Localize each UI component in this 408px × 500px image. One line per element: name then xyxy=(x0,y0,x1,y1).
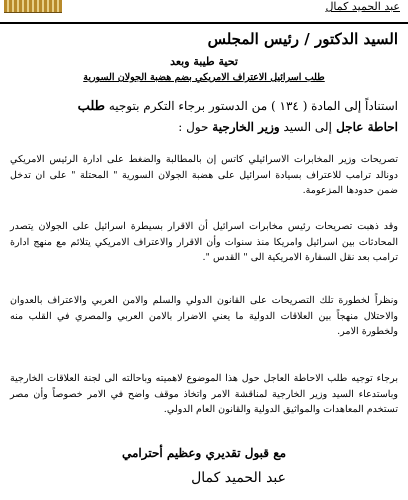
closing-line: مع قبول تقديري وعظيم أحترامي xyxy=(121,446,287,460)
greeting: تحية طيبة وبعد xyxy=(170,55,238,68)
request-about: حول : xyxy=(178,120,213,134)
request-to: إلى السيد xyxy=(279,120,332,134)
request-type: احاطة عاجل xyxy=(331,120,398,134)
parliament-logo-icon xyxy=(4,0,62,13)
request-minister: وزير الخارجية xyxy=(212,120,280,134)
request-paragraph xyxy=(10,96,398,137)
body-paragraph-1: تصريحات وزير المخابرات الاسرائيلي كاتس إن بالمطالبة والضغط على ادارة الرئيس الامريكي دونالد ترامب للاعتراف بسيادة اسرائيل على هضبة الجولان السورية " المحتلة " على ان تدخل ضمن حدودها المزعومة. xyxy=(10,154,398,196)
subject-line: طلب اسرائيل الاعتراف الامريكي بضم هضبة الجولان السورية xyxy=(83,72,325,83)
body-paragraph-2: وقد ذهبت تصريحات رئيس مخابرات اسرائيل أن الاقرار بسيطرة اسرائيل على الجولان يتصدر المحادثات بين اسرائيل وامريكا منذ سنوات وأن الاقرار والاعتراف الامريكي يتلائم مع منهج ادارة ترامب بعد نقل السفارة الامريكية الى " القدس ". xyxy=(10,221,398,263)
letterhead xyxy=(0,0,408,14)
request-lead: استناداً إلى المادة ( ١٣٤ ) من الدستور برجاء التكرم بتوجيه xyxy=(105,99,398,113)
signature: عبد الحميد كمال xyxy=(191,470,286,486)
body-paragraph-3: ونظراً لخطورة تلك التصريحات على القانون الدولي والسلم والامن العربي والاعتراف بالعدوان والاحتلال منهجاً بين العلاقات الدولية ما يعني الاضرار بالامن العربي والمصري في القلب منه ولخطورة الامر. xyxy=(10,295,398,337)
body-paragraph-4: برجاء توجيه طلب الاحاطة العاجل حول هذا الموضوع لاهميته وباحالته الى لجنة العلاقات الخارجية وباستدعاء السيد وزير الخارجية لمناقشة الامر واتخاذ موقف واضح في الامر خصوصاً وأن مصر تستخدم المعاهدات والمواثيق الدولية والقانون العام الدولي. xyxy=(10,373,398,415)
header-name: عبد الحميد كمال xyxy=(325,0,400,13)
request-lead-accent: طلب xyxy=(77,99,106,114)
header-divider xyxy=(0,22,408,24)
addressee: السيد الدكتور / رئيس المجلس xyxy=(207,30,398,48)
